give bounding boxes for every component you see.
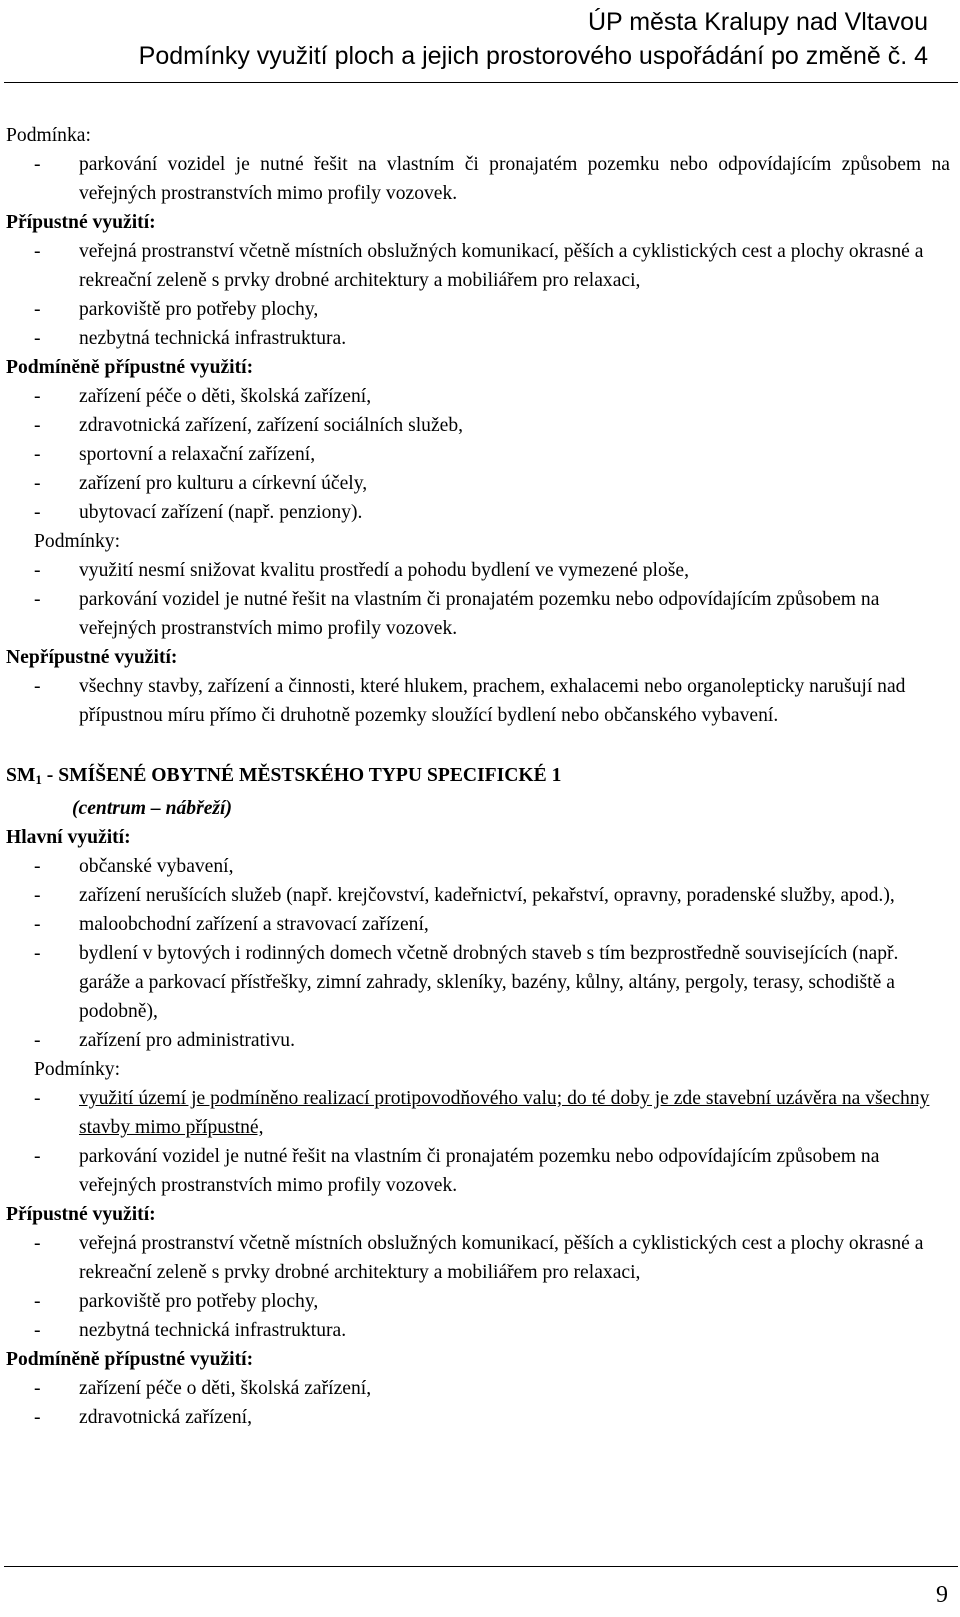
allowed-use-label: Přípustné využití: — [6, 212, 156, 233]
conditions-label: Podmínky: — [34, 1059, 121, 1080]
list-item: - veřejná prostranství včetně místních obslužných komunikací, pěších a cyklistických cest a plochy okrasné a rekreační zeleně s prvky drobné architektury a mobiliářem pro relaxaci, — [34, 241, 924, 291]
list-item: - zařízení pro administrativu. — [34, 1030, 296, 1051]
forbidden-use-label: Nepřípustné využití: — [6, 647, 178, 668]
list-item: - bydlení v bytových i rodinných domech včetně drobných staveb s tím bezprostředně souvisejících (např. garáže a parkovací přístřešky, zimní zahrady, skleníky, bazény, kůlny, altány, pergoly, terasy, schodiště a podobně), — [34, 943, 899, 1022]
list-item: - využití nesmí snižovat kvalitu prostředí a pohodu bydlení ve vymezené ploše, — [34, 560, 689, 581]
list-item: - zařízení péče o děti, školská zařízení, — [34, 386, 372, 407]
list-item: - nezbytná technická infrastruktura. — [34, 1320, 347, 1341]
list-item: - veřejná prostranství včetně místních obslužných komunikací, pěších a cyklistických cest a plochy okrasné a rekreační zeleně s prvky drobné architektury a mobiliářem pro relaxaci, — [34, 1233, 924, 1283]
allowed-use-label: Přípustné využití: — [6, 1204, 156, 1225]
list-item: - maloobchodní zařízení a stravovací zařízení, — [34, 914, 429, 935]
list-item: - občanské vybavení, — [34, 856, 234, 877]
list-item: - využití území je podmíněno realizací protipovodňového valu; do té doby je zde stavební uzávěra na všechny stavby mimo přípustné, — [34, 1088, 930, 1138]
conditional-use-label: Podmíněně přípustné využití: — [6, 1349, 254, 1370]
list-item: - parkování vozidel je nutné řešit na vlastním či pronajatém pozemku nebo odpovídajícím způsobem na veřejných prostranstvích mimo profily vozovek. — [34, 154, 950, 204]
list-item: - zdravotnická zařízení, zařízení sociálních služeb, — [34, 415, 464, 436]
footer-rule — [4, 1566, 958, 1567]
list-item: - parkoviště pro potřeby plochy, — [34, 1291, 319, 1312]
list-item: - zdravotnická zařízení, — [34, 1407, 252, 1428]
section-subtitle: (centrum – nábřeží) — [72, 798, 233, 819]
header-rule — [4, 82, 958, 83]
list-item: - parkování vozidel je nutné řešit na vlastním či pronajatém pozemku nebo odpovídajícím způsobem na veřejných prostranstvích mimo profily vozovek. — [34, 589, 880, 639]
list-item: - všechny stavby, zařízení a činnosti, které hlukem, prachem, exhalacemi nebo organolepticky narušují nad přípustnou míru přímo či druhotně pozemky sloužící bydlení nebo občanského vybavení. — [34, 676, 906, 726]
conditions-label: Podmínky: — [34, 531, 121, 552]
list-item: - zařízení péče o děti, školská zařízení, — [34, 1378, 372, 1399]
condition-label: Podmínka: — [6, 125, 91, 146]
document-body — [6, 121, 950, 1432]
list-item: - ubytovací zařízení (např. penziony). — [34, 502, 363, 523]
main-use-label: Hlavní využití: — [6, 827, 131, 848]
section-heading: $SM_1$ - SMÍŠENÉ OBYTNÉ MĚSTSKÉHO TYPU SPECIFICKÉ 1 — [6, 765, 562, 787]
document-title: ÚP města Kralupy nad Vltavou — [587, 8, 928, 36]
conditional-use-label: Podmíněně přípustné využití: — [6, 357, 254, 378]
list-item: - parkoviště pro potřeby plochy, — [34, 299, 319, 320]
list-item: - zařízení pro kulturu a církevní účely, — [34, 473, 368, 494]
list-item: - zařízení nerušících služeb (např. krejčovství, kadeřnictví, pekařství, opravny, poradenské služby, apod.), — [34, 885, 895, 906]
list-item: - parkování vozidel je nutné řešit na vlastním či pronajatém pozemku nebo odpovídajícím způsobem na veřejných prostranstvích mimo profily vozovek. — [34, 1146, 880, 1196]
list-item: - sportovní a relaxační zařízení, — [34, 444, 316, 465]
list-item: - nezbytná technická infrastruktura. — [34, 328, 347, 349]
page-number: 9 — [936, 1582, 948, 1608]
document-subtitle: Podmínky využití ploch a jejich prostorového uspořádání po změně č. 4 — [138, 42, 928, 70]
